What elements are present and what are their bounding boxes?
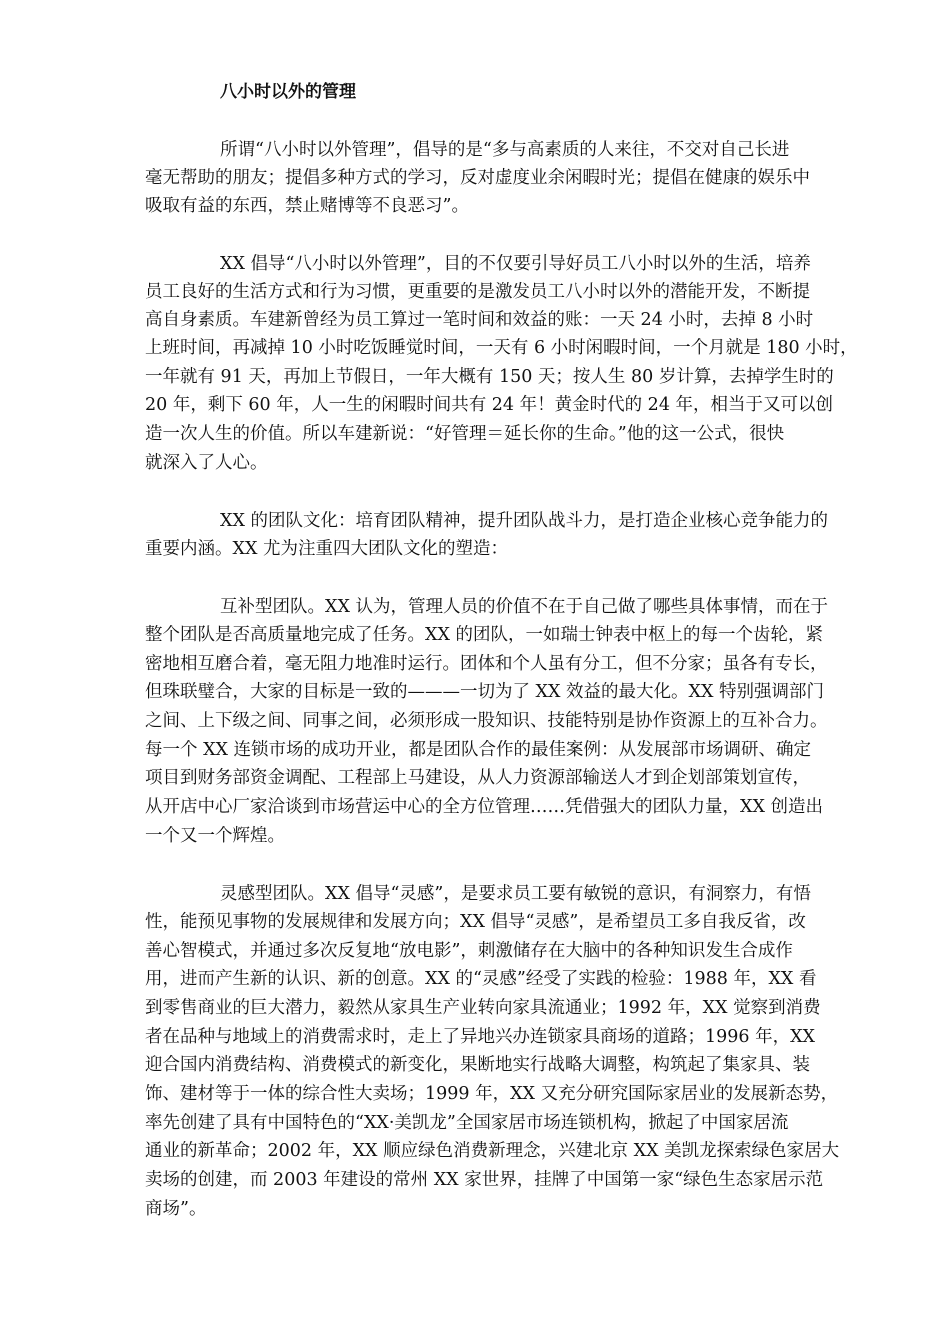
paragraph-line: 性，能预见事物的发展规律和发展方向；XX 倡导“灵感”，是希望员工多自我反省，改: [145, 912, 806, 932]
paragraph-line: XX 的团队文化：培育团队精神，提升团队战斗力，是打造企业核心竞争能力的: [220, 511, 828, 531]
document-title: 八小时以外的管理: [220, 82, 356, 102]
paragraph-line: 重要内涵。XX 尤为注重四大团队文化的塑造：: [145, 539, 508, 559]
paragraph-line: 20 年，剩下 60 年，人一生的闲暇时间共有 24 年！黄金时代的 24 年，相当于又可以创: [145, 395, 834, 415]
paragraph-line: 商场”。: [145, 1199, 207, 1219]
paragraph-line: 吸取有益的东西，禁止赌博等不良恶习”。: [145, 196, 469, 216]
paragraph-line: 员工良好的生活方式和行为习惯，更重要的是激发员工八小时以外的潜能开发，不断提: [145, 282, 810, 302]
paragraph-line: 一年就有 91 天，再加上节假日，一年大概有 150 天；按人生 80 岁计算，去掉学生时的: [145, 367, 834, 387]
paragraph-line: 互补型团队。XX 认为，管理人员的价值不在于自己做了哪些具体事情，而在于: [220, 597, 828, 617]
paragraph-line: 卖场的创建，而 2003 年建设的常州 XX 家世界，挂牌了中国第一家“绿色生态家居示范: [145, 1170, 824, 1190]
paragraph-line: 所谓“八小时以外管理”，倡导的是“多与高素质的人来往，不交对自己长进: [220, 140, 790, 160]
paragraph-line: XX 倡导“八小时以外管理”，目的不仅要引导好员工八小时以外的生活，培养: [220, 254, 811, 274]
paragraph-line: 造一次人生的价值。所以车建新说：“好管理＝延长你的生命。”他的这一公式，很快: [145, 424, 785, 444]
paragraph-line: 从开店中心厂家洽谈到市场营运中心的全方位管理……凭借强大的团队力量，XX 创造出: [145, 797, 823, 817]
paragraph-line: 通业的新革命；2002 年，XX 顺应绿色消费新理念，兴建北京 XX 美凯龙探索绿色家居大: [145, 1141, 840, 1161]
paragraph-line: 每一个 XX 连锁市场的成功开业，都是团队合作的最佳案例：从发展部市场调研、确定: [145, 740, 812, 760]
paragraph-line: 就深入了人心。: [145, 453, 268, 473]
paragraph-line: 用，进而产生新的认识、新的创意。XX 的“灵感”经受了实践的检验：1988 年，XX 看: [145, 969, 817, 989]
paragraph-line: 上班时间，再减掉 10 小时吃饭睡觉时间，一天有 6 小时闲暇时间，一个月就是 180 小时，: [145, 338, 858, 358]
paragraph-line: 毫无帮助的朋友；提倡多种方式的学习，反对虚度业余闲暇时光；提倡在健康的娱乐中: [145, 168, 810, 188]
paragraph-line: 者在品种与地域上的消费需求时，走上了异地兴办连锁家具商场的道路；1996 年，XX: [145, 1027, 816, 1047]
paragraph-line: 密地相互磨合着，毫无阻力地准时运行。团体和个人虽有分工，但不分家；虽各有专长，: [145, 654, 828, 674]
paragraph-line: 到零售商业的巨大潜力，毅然从家具生产业转向家具流通业；1992 年，XX 觉察到消费: [145, 998, 821, 1018]
paragraph-line: 饰、建材等于一体的综合性大卖场；1999 年，XX 又充分研究国际家居业的发展新态势，: [145, 1084, 839, 1104]
paragraph-line: 高自身素质。车建新曾经为员工算过一笔时间和效益的账：一天 24 小时，去掉 8 小时: [145, 310, 814, 330]
paragraph-line: 项目到财务部资金调配、工程部上马建设，从人力资源部输送人才到企划部策划宣传，: [145, 768, 810, 788]
paragraph-line: 灵感型团队。XX 倡导“灵感”，是要求员工要有敏锐的意识，有洞察力，有悟: [220, 884, 811, 904]
paragraph-line: 善心智模式，并通过多次反复地“放电影”，刺激储存在大脑中的各种知识发生合成作: [145, 941, 793, 961]
paragraph-line: 率先创建了具有中国特色的“XX·美凯龙”全国家居市场连锁机构，掀起了中国家居流: [145, 1113, 789, 1133]
paragraph-line: 迎合国内消费结构、消费模式的新变化，果断地实行战略大调整，构筑起了集家具、装: [145, 1055, 810, 1075]
paragraph-line: 一个又一个辉煌。: [145, 826, 285, 846]
paragraph-line: 但珠联璧合，大家的目标是一致的———一切为了 XX 效益的最大化。XX 特别强调部门: [145, 682, 825, 702]
paragraph-line: 整个团队是否高质量地完成了任务。XX 的团队，一如瑞士钟表中枢上的每一个齿轮，紧: [145, 625, 823, 645]
paragraph-line: 之间、上下级之间、同事之间，必须形成一股知识、技能特别是协作资源上的互补合力。: [145, 711, 828, 731]
